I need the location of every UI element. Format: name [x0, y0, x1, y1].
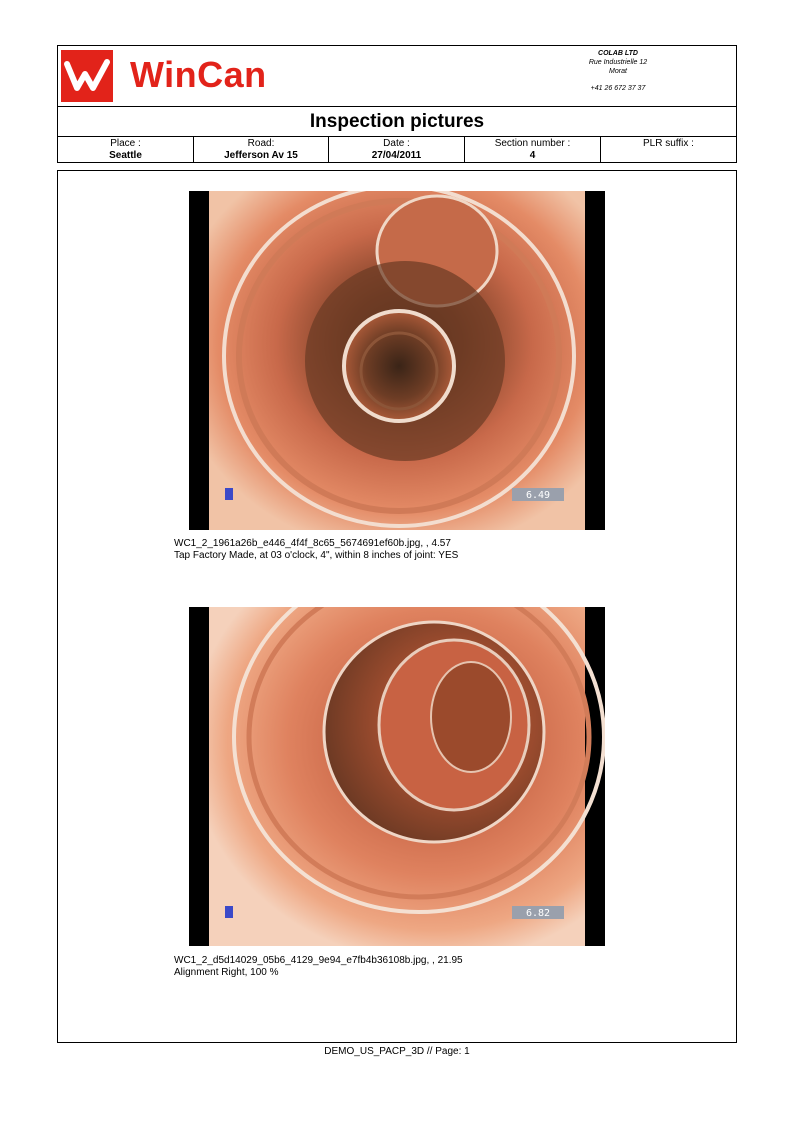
report-header [57, 45, 737, 163]
wincan-logo-icon [61, 50, 113, 102]
field-value: 27/04/2011 [371, 150, 422, 161]
field-place [58, 137, 194, 163]
overlay-counter: 6.49 [525, 490, 551, 501]
field-date [329, 137, 465, 163]
brand-name: WinCan [130, 54, 267, 95]
field-road [194, 137, 329, 163]
field-value: Seattle [109, 150, 142, 161]
company-name: COLAB LTD [598, 50, 638, 57]
picture-observation: Alignment Right, 100 % [174, 967, 279, 978]
picture-observation: Tap Factory Made, at 03 o'clock, 4", within 8 inches of joint: YES [174, 550, 459, 561]
page-title: Inspection pictures [58, 107, 736, 137]
field-label: Section number : [494, 138, 571, 149]
overlay-counter: 6.82 [525, 908, 551, 919]
field-value: Jefferson Av 15 [224, 150, 298, 161]
field-value: 4 [529, 150, 536, 161]
field-label: Road: [247, 138, 275, 149]
picture-2-caption [174, 955, 463, 979]
company-info [538, 49, 698, 93]
field-label: PLR suffix : [643, 138, 694, 149]
section-info-row [58, 137, 736, 163]
page-footer: DEMO_US_PACP_3D // Page: 1 [324, 1046, 470, 1057]
field-plr-suffix [601, 137, 736, 163]
inspection-picture-1 [189, 191, 605, 530]
company-city: Morat [609, 68, 627, 75]
picture-file-line: WC1_2_d5d14029_05b6_4129_9e94_e7fb4b36108b.jpg, , 21.95 [174, 955, 463, 966]
company-phone: +41 26 672 37 37 [590, 85, 646, 92]
field-section-number [465, 137, 601, 163]
header-top [58, 46, 736, 107]
inspection-picture-2 [189, 607, 605, 946]
picture-1-caption [174, 538, 458, 562]
company-street: Rue Industrielle 12 [588, 59, 648, 66]
picture-file-line: WC1_2_1961a26b_e446_4f4f_8c65_5674691ef60b.jpg, , 4.57 [174, 538, 451, 549]
field-label: Place : [110, 138, 141, 149]
field-label: Date : [383, 138, 410, 149]
